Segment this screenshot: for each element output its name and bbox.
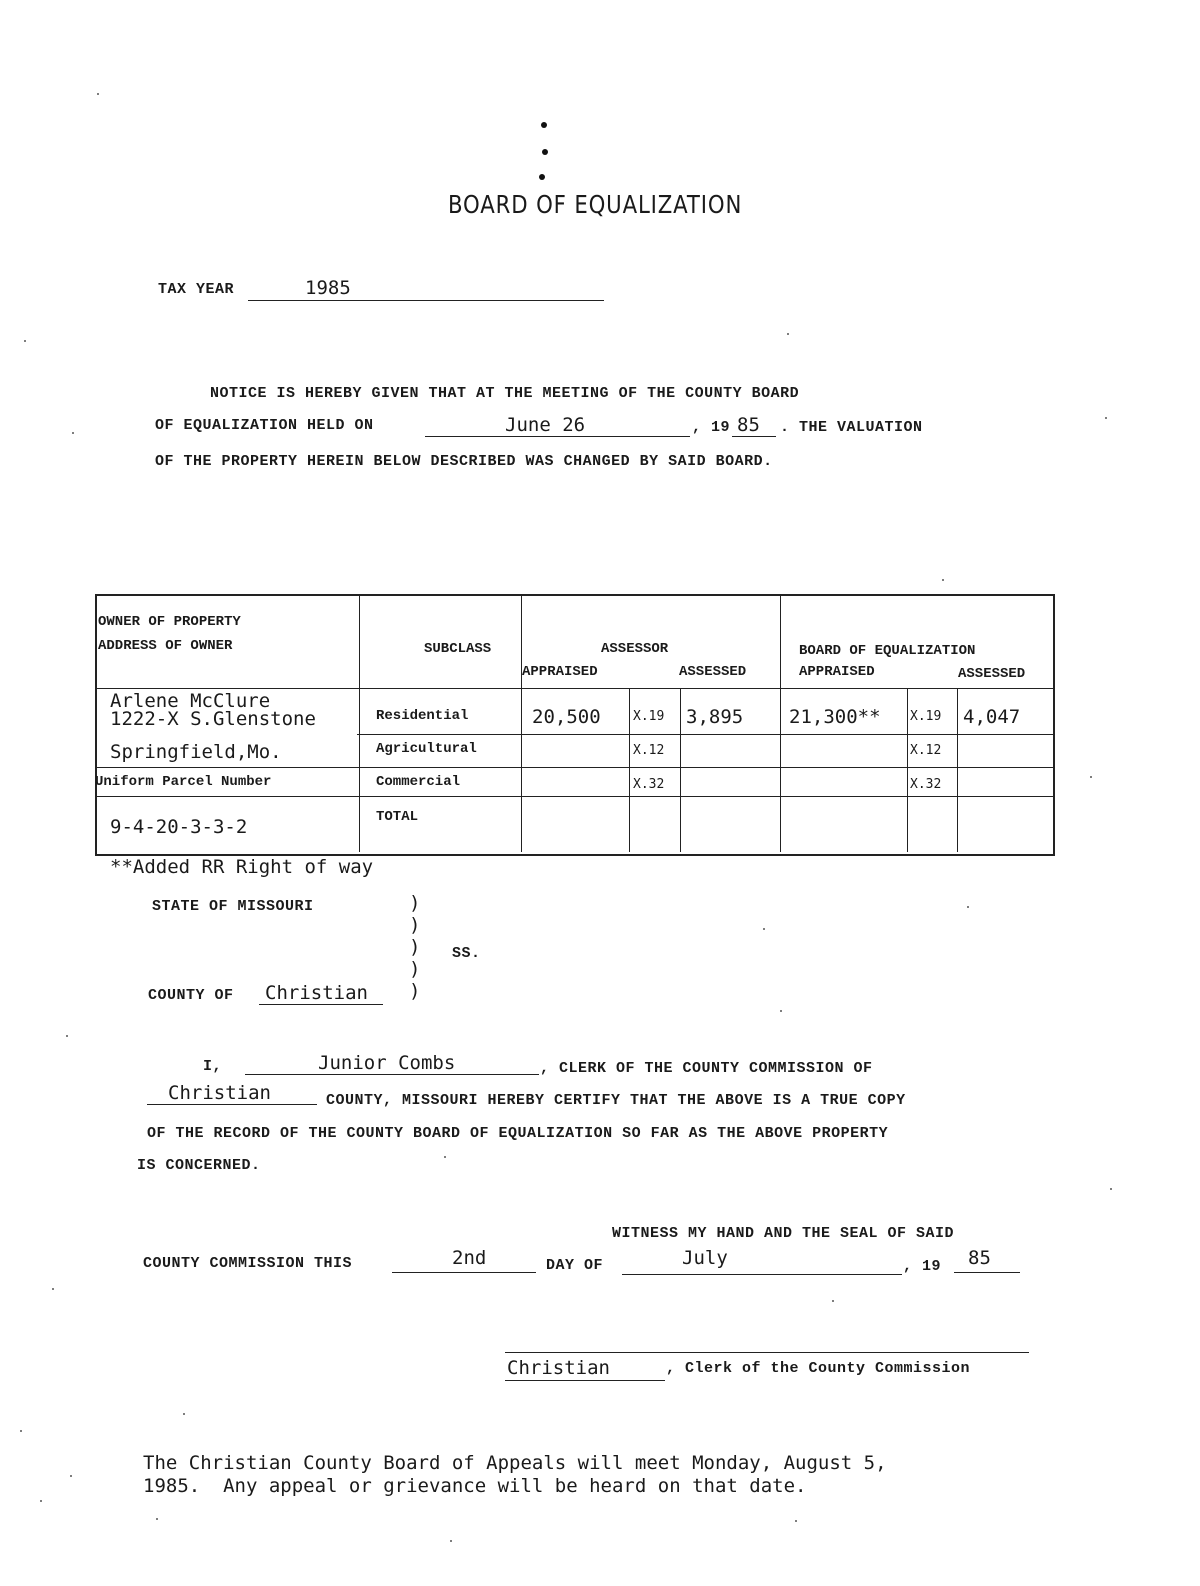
cert-year-underline bbox=[954, 1272, 1020, 1273]
owner-address-2: Springfield,Mo. bbox=[110, 741, 282, 763]
row-rate: X.12 bbox=[633, 743, 665, 758]
header-board-assessed: ASSESSED bbox=[958, 666, 1026, 682]
table-rule bbox=[957, 688, 958, 852]
speck bbox=[1110, 1188, 1112, 1190]
speck bbox=[795, 1520, 797, 1522]
commission-label: COUNTY COMMISSION THIS bbox=[143, 1255, 353, 1272]
row-rate: X.32 bbox=[633, 777, 665, 792]
table-rule bbox=[907, 688, 908, 852]
cert-county-underline bbox=[147, 1104, 317, 1105]
venue-state: STATE OF MISSOURI bbox=[152, 898, 314, 915]
notice-line-3: OF THE PROPERTY HEREIN BELOW DESCRIBED WAS CHANGED BY SAID BOARD. bbox=[155, 453, 773, 470]
header-subclass: SUBCLASS bbox=[424, 641, 492, 657]
ink-dot bbox=[539, 174, 545, 180]
speck bbox=[183, 1413, 185, 1415]
row-board-appraised: 21,300** bbox=[789, 706, 881, 728]
speck bbox=[444, 1156, 446, 1158]
speck bbox=[942, 579, 944, 581]
notice-line-2-suffix: . THE VALUATION bbox=[780, 419, 923, 436]
header-board: BOARD OF EQUALIZATION bbox=[799, 643, 976, 659]
clerk-name-underline bbox=[245, 1074, 539, 1075]
signature-name: Christian bbox=[507, 1357, 610, 1379]
clerk-name: Junior Combs bbox=[318, 1052, 456, 1074]
row-assessor-appraised: 20,500 bbox=[532, 706, 601, 728]
speck bbox=[780, 1010, 782, 1012]
header-assessor: ASSESSOR bbox=[601, 641, 669, 657]
cert-year-suffix: 85 bbox=[968, 1247, 991, 1269]
venue-county-underline bbox=[259, 1004, 383, 1005]
meeting-date-underline bbox=[425, 436, 690, 437]
header-assessor-appraised: APPRAISED bbox=[522, 664, 598, 680]
speck bbox=[66, 1035, 68, 1037]
row-subclass: Agricultural bbox=[376, 741, 477, 757]
header-board-appraised: APPRAISED bbox=[799, 664, 875, 680]
speck bbox=[40, 1500, 42, 1502]
notice-line-1: NOTICE IS HEREBY GIVEN THAT AT THE MEETING OF THE COUNTY BOARD bbox=[210, 385, 800, 402]
cert-i: I, bbox=[203, 1058, 223, 1075]
meeting-year-underline bbox=[732, 436, 776, 437]
cert-month-underline bbox=[622, 1274, 902, 1275]
row-board-rate: X.12 bbox=[910, 743, 942, 758]
speck bbox=[97, 93, 99, 95]
meeting-year-prefix: , 19 bbox=[692, 419, 731, 436]
speck bbox=[20, 1430, 22, 1432]
row-board-rate: X.19 bbox=[910, 709, 942, 724]
page-title: BOARD OF EQUALIZATION bbox=[448, 190, 743, 219]
day-of-label: DAY OF bbox=[546, 1257, 604, 1274]
cert-line-4: IS CONCERNED. bbox=[137, 1157, 261, 1174]
owner-name: Arlene McClure bbox=[110, 690, 271, 712]
cert-line-3: OF THE RECORD OF THE COUNTY BOARD OF EQUALIZATION SO FAR AS THE ABOVE PROPERTY bbox=[147, 1125, 889, 1142]
row-rate: X.19 bbox=[633, 709, 665, 724]
table-rule bbox=[95, 767, 1053, 768]
cert-day-underline bbox=[392, 1272, 536, 1273]
tax-year-label: TAX YEAR bbox=[158, 281, 235, 298]
signature-name-underline bbox=[505, 1380, 665, 1381]
table-rule bbox=[95, 688, 1053, 689]
appeal-notice-line-2: 1985. Any appeal or grievance will be heard on that date. bbox=[143, 1475, 807, 1497]
meeting-date: June 26 bbox=[505, 414, 586, 436]
notice-line-2-prefix: OF EQUALIZATION HELD ON bbox=[155, 417, 374, 434]
cert-year-prefix: , 19 bbox=[903, 1258, 942, 1275]
table-rule bbox=[95, 796, 1053, 797]
venue-bracket: ) ) ) ) ) bbox=[409, 892, 421, 1002]
row-board-rate: X.32 bbox=[910, 777, 942, 792]
table-rule bbox=[357, 734, 1053, 735]
header-owner-line-2: ADDRESS OF OWNER bbox=[98, 638, 233, 654]
row-subclass: Residential bbox=[376, 708, 469, 724]
venue-county-value: Christian bbox=[265, 982, 368, 1004]
venue-county-label: COUNTY OF bbox=[148, 987, 234, 1004]
tax-year-value: 1985 bbox=[305, 277, 351, 299]
row-subclass-total: TOTAL bbox=[376, 809, 419, 825]
meeting-year-suffix: 85 bbox=[737, 414, 760, 436]
appeal-notice-line-1: The Christian County Board of Appeals will meet Monday, August 5, bbox=[143, 1452, 887, 1474]
speck bbox=[24, 340, 26, 342]
ink-dot bbox=[541, 122, 547, 128]
row-subclass: Commercial bbox=[376, 774, 461, 790]
speck bbox=[72, 432, 74, 434]
signature-title: , Clerk of the County Commission bbox=[666, 1360, 971, 1377]
cert-line-1-suffix: , CLERK OF THE COUNTY COMMISSION OF bbox=[540, 1060, 873, 1077]
header-assessor-assessed: ASSESSED bbox=[679, 664, 747, 680]
cert-month: July bbox=[682, 1247, 728, 1269]
table-rule bbox=[521, 596, 522, 852]
speck bbox=[787, 333, 789, 335]
tax-year-underline bbox=[248, 300, 604, 301]
venue-ss: SS. bbox=[452, 945, 481, 962]
signature-line bbox=[505, 1352, 1029, 1353]
table-rule bbox=[629, 688, 630, 852]
header-owner-line-1: OWNER OF PROPERTY bbox=[98, 614, 241, 630]
speck bbox=[967, 906, 969, 908]
speck bbox=[1090, 776, 1092, 778]
speck bbox=[832, 1300, 834, 1302]
cert-day: 2nd bbox=[452, 1247, 487, 1269]
speck bbox=[156, 1518, 158, 1520]
row-assessor-assessed: 3,895 bbox=[686, 706, 744, 728]
table-rule bbox=[780, 596, 781, 852]
parcel-label: Uniform Parcel Number bbox=[95, 774, 272, 790]
ink-dot bbox=[542, 149, 548, 155]
witness-line: WITNESS MY HAND AND THE SEAL OF SAID bbox=[612, 1225, 955, 1242]
owner-address-1: 1222-X S.Glenstone bbox=[110, 708, 316, 730]
table-rule bbox=[680, 688, 681, 852]
speck bbox=[52, 1288, 54, 1290]
speck bbox=[70, 1475, 72, 1477]
speck bbox=[1105, 417, 1107, 419]
row-board-assessed: 4,047 bbox=[963, 706, 1021, 728]
speck bbox=[450, 1540, 452, 1542]
table-footnote: **Added RR Right of way bbox=[110, 856, 374, 878]
table-rule bbox=[359, 596, 360, 852]
cert-county-value: Christian bbox=[168, 1082, 271, 1104]
cert-line-2-suffix: COUNTY, MISSOURI HEREBY CERTIFY THAT THE ABOVE IS A TRUE COPY bbox=[326, 1092, 906, 1109]
parcel-number: 9-4-20-3-3-2 bbox=[110, 816, 248, 838]
speck bbox=[763, 928, 765, 930]
